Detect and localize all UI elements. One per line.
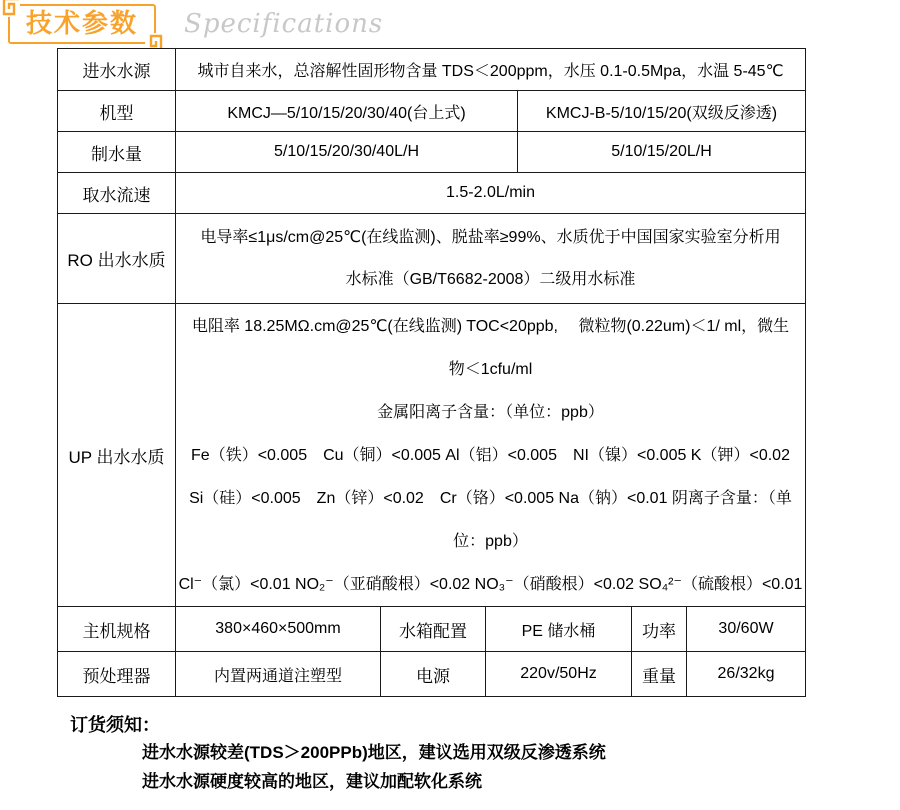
weight-label: 重量	[632, 652, 687, 696]
weight-value: 26/32kg	[717, 665, 775, 682]
table-row-flow-rate	[58, 173, 805, 214]
output-value-benchtop: 5/10/15/20/30/40L/H	[176, 132, 518, 172]
inlet-source-value: 城市自来水，总溶解性固形物含量 TDS＜200ppm，水压 0.1-0.5Mpa，水温 5-45℃	[197, 63, 784, 80]
pretreatment-label: 预处理器	[58, 652, 176, 696]
power-supply-label: 电源	[381, 652, 486, 696]
tank-config-label: 水箱配置	[381, 607, 486, 651]
title-ornament-box	[8, 4, 156, 44]
order-notes-line: 进水水源硬度较高的地区，建议加配软化系统	[142, 772, 482, 791]
page-title: 技术参数	[26, 8, 139, 38]
model-label: 机型	[58, 91, 176, 131]
up-quality-label: UP 出水水质	[58, 304, 176, 606]
tank-config-value: PE 储水桶	[486, 607, 632, 651]
flow-rate-label: 取水流速	[58, 173, 176, 213]
table-row-ro-quality	[58, 214, 805, 304]
table-row-host-spec	[58, 607, 805, 652]
power-value: 30/60W	[718, 620, 774, 637]
up-quality-value	[176, 304, 805, 606]
ro-quality-value	[176, 214, 805, 303]
power-supply-value: 220v/50Hz	[486, 652, 632, 696]
host-spec-value: 380×460×500mm	[176, 607, 381, 651]
output-label: 制水量	[58, 132, 176, 172]
ro-quality-label: RO 出水水质	[58, 214, 176, 303]
flow-rate-value: 1.5-2.0L/min	[446, 184, 535, 201]
table-row-inlet-source	[58, 49, 805, 91]
greek-key-ornament-top-left-icon	[0, 0, 20, 17]
power-label: 功率	[632, 607, 687, 651]
output-value-double-ro: 5/10/15/20L/H	[611, 143, 712, 160]
pretreatment-value: 内置两通道注塑型	[176, 652, 381, 696]
order-notes-title: 订货须知：	[70, 715, 160, 735]
up-quality-line: Fe（铁）<0.005 Cu（铜）<0.005 Al（铝）<0.005 NI（镍）<0.005 K（钾）<0.02	[191, 446, 790, 464]
up-quality-line: 电阻率 18.25MΩ.cm@25℃(在线监测) TOC<20ppb, 微粒物(0.22um)＜1/ ml，微生	[191, 317, 790, 335]
table-row-model	[58, 91, 805, 132]
page-header	[8, 4, 383, 44]
inlet-source-label: 进水水源	[58, 49, 176, 90]
model-value-double-ro: KMCJ-B-5/10/15/20(双级反渗透)	[545, 104, 778, 122]
ro-quality-line: 电导率≤1μs/cm@25℃(在线监测)、脱盐率≥99%、水质优于中国国家实验室分析用	[200, 228, 781, 246]
table-row-pretreatment	[58, 652, 805, 696]
model-value-benchtop: KMCJ—5/10/15/20/30/40(台上式)	[176, 91, 518, 131]
specifications-table	[57, 48, 806, 697]
order-notes	[70, 712, 606, 796]
order-notes-line: 进水水源较差(TDS＞200PPb)地区，建议选用双级反渗透系统	[142, 743, 606, 762]
table-row-up-quality	[58, 304, 805, 607]
page-subtitle: Specifications	[184, 9, 384, 39]
host-spec-label: 主机规格	[58, 607, 176, 651]
up-quality-line: 位：ppb）	[453, 532, 528, 550]
up-quality-line: 物＜1cfu/ml	[448, 360, 533, 378]
up-quality-line: 金属阳离子含量：（单位：ppb）	[377, 403, 604, 421]
up-quality-line: Cl⁻（氯）<0.01 NO₂⁻（亚硝酸根）<0.02 NO₃⁻（硝酸根）<0.02 SO₄²⁻（硫酸根）<0.01	[178, 575, 803, 593]
table-row-output	[58, 132, 805, 173]
up-quality-line: Si（硅）<0.005 Zn（锌）<0.02 Cr（铬）<0.005 Na（钠）<0.01 阴离子含量：（单	[189, 489, 792, 507]
ro-quality-line: 水标准（GB/T6682-2008）二级用水标准	[345, 270, 636, 288]
